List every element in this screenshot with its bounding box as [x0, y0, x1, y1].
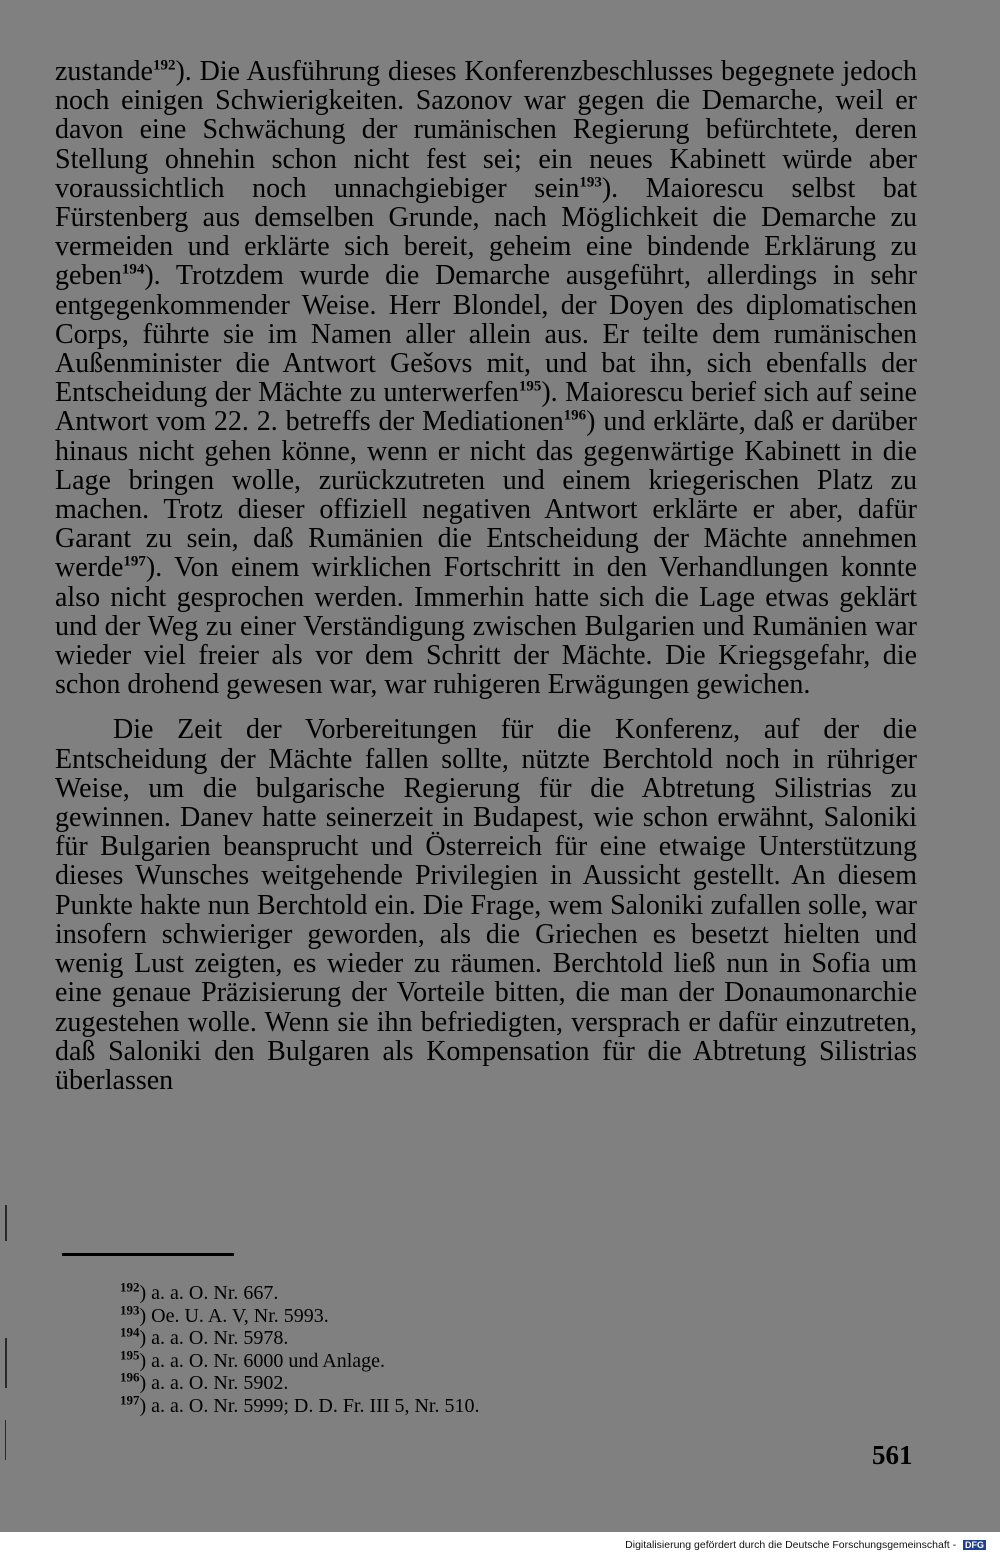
text-run: zustande: [55, 56, 153, 87]
footnote-reference: 195: [518, 378, 542, 395]
footnote-reference: 197: [123, 554, 146, 571]
footnotes: [120, 1279, 480, 1418]
credit-text: Digitalisierung gefördert durch die Deutsche Forschungsgemeinschaft -: [625, 1539, 957, 1551]
digitization-credit: [625, 1539, 986, 1551]
dfg-logo: DFG: [965, 1540, 984, 1551]
paragraph: [55, 57, 917, 699]
footnote-separator: [62, 1253, 234, 1256]
footnote-number: 193: [120, 1301, 140, 1317]
paragraph: [55, 715, 917, 1095]
footnote: $^{192}$) a. a. O. Nr. 667.: [120, 1279, 279, 1304]
body-text: [55, 57, 917, 1095]
footnote-number: 196: [120, 1369, 140, 1385]
footnote-number: 197: [120, 1392, 140, 1408]
footnote-text: a. a. O. Nr. 5902.: [151, 1372, 289, 1395]
text-run: Die Zeit der Vorbereitungen für die Konferenz, auf der die Entscheidung der Mächte fallen sollte, nützte Berchtold noch in rühriger Weise, um die bulgarische Regierung für die Abtretung Silistrias zu gewinnen. Danev hatte seinerzeit in Budapest, wie schon erwähnt, Saloniki für Bulgarien beansprucht und Österreich für eine etwaige Unterstützung dieses Wunsches weitgehende Privilegien in Aussicht gestellt. An diesem Punkte hakte nun Berchtold ein. Die Frage, wem Saloniki zufallen solle, war insofern schwieriger geworden, als die Griechen es besetzt hielten und wenig Lust zeigten, es wieder zu räumen. Berchtold ließ nun in Sofia um eine genaue Präzisierung der Vorteile bitten, die man der Donaumonarchie zugestehen wolle. Wenn sie ihn befriedigten, versprach er dafür einzutreten, daß Saloniki den Bulgaren als Kompensation für die Abtretung Silistrias überlassen: [55, 714, 917, 1096]
footnote-number: 194: [120, 1324, 140, 1340]
footnote-reference: 192: [152, 57, 176, 74]
footnote-number: 192: [120, 1279, 140, 1295]
footnote: $^{196}$) a. a. O. Nr. 5902.: [120, 1369, 289, 1395]
text-run: ). Von einem wirklichen Fortschritt in den Verhandlungen konnte also nicht gesprochen werden. Immerhin hatte sich die Lage etwas geklärt und der Weg zu einer Verständigung zwischen Bulgarien und Rumänien war wieder viel freier als vor dem Schritt der Mächte. Die Kriegsgefahr, die schon drohend gewesen war, war ruhigeren Erwägungen gewichen.: [55, 552, 917, 701]
footnote: $^{197}$) a. a. O. Nr. 5999; D. D. Fr. III 5, Nr. 510.: [120, 1392, 480, 1417]
footnote-reference: 193: [579, 174, 602, 191]
page-number: 561: [872, 1440, 913, 1470]
footnote: $^{194}$) a. a. O. Nr. 5978.: [120, 1324, 289, 1350]
text-run: ). Maiorescu selbst bat Fürstenberg aus demselben Grunde, nach Möglichkeit die Demarche zu vermeiden und erklärte sich bereit, geheim eine bindende Erklärung zu geben: [55, 172, 917, 292]
footnote-text: a. a. O. Nr. 6000 und Anlage.: [151, 1349, 386, 1372]
text-run: ) und erklärte, daß er darüber hinaus nicht gehen könne, wenn er nicht das gegenwärtige Kabinett in die Lage bringen wolle, zurückzutreten und einem kriegerischen Platz zu machen. Trotz dieser offiziell negativen Antwort erklärte er aber, dafür Garant zu sein, daß Rumänien die Entscheidung der Mächte annehmen werde: [55, 406, 917, 584]
text-run: ). Maiorescu berief sich auf seine Antwort vom 22. 2. betreffs der Mediationen: [55, 377, 917, 438]
footnote-text: Oe. U. A. V, Nr. 5993.: [151, 1304, 329, 1327]
margin-scan-mark: [5, 1338, 7, 1388]
margin-scan-mark: [5, 1205, 7, 1241]
text-run: ). Trotzdem wurde die Demarche ausgeführt, allerdings in sehr entgegenkommender Weise. Herr Blondel, der Doyen des diplomatischen Corps, führte sie im Namen aller allein aus. Er teilte dem rumänischen Außenminister die Antwort Gešovs mit, und bat ihn, sich ebenfalls der Entscheidung der Mächte zu unterwerfen: [55, 260, 917, 409]
footnote: $^{195}$) a. a. O. Nr. 6000 und Anlage.: [120, 1347, 386, 1372]
footnote: $^{193}$) Oe. U. A. V, Nr. 5993.: [120, 1301, 329, 1327]
footnote-number: 195: [120, 1347, 140, 1363]
footnote-reference: 194: [121, 262, 145, 279]
footnote-text: a. a. O. Nr. 667.: [151, 1282, 279, 1304]
text-run: ). Die Ausführung dieses Konferenzbeschlusses begegnete jedoch noch einigen Schwierigkeiten. Sazonov war gegen die Demarche, weil er davon eine Schwächung der rumänischen Regierung befürchtete, deren Stellung ohnehin schon nicht fest sei; ein neues Kabinett würde aber voraussichtlich noch unnachgiebiger sein: [55, 56, 917, 204]
footnote-reference: 196: [563, 408, 587, 425]
margin-scan-mark: [5, 1420, 6, 1460]
footnote-text: a. a. O. Nr. 5978.: [151, 1327, 289, 1350]
footnote-text: a. a. O. Nr. 5999; D. D. Fr. III 5, Nr. 510.: [151, 1394, 480, 1417]
